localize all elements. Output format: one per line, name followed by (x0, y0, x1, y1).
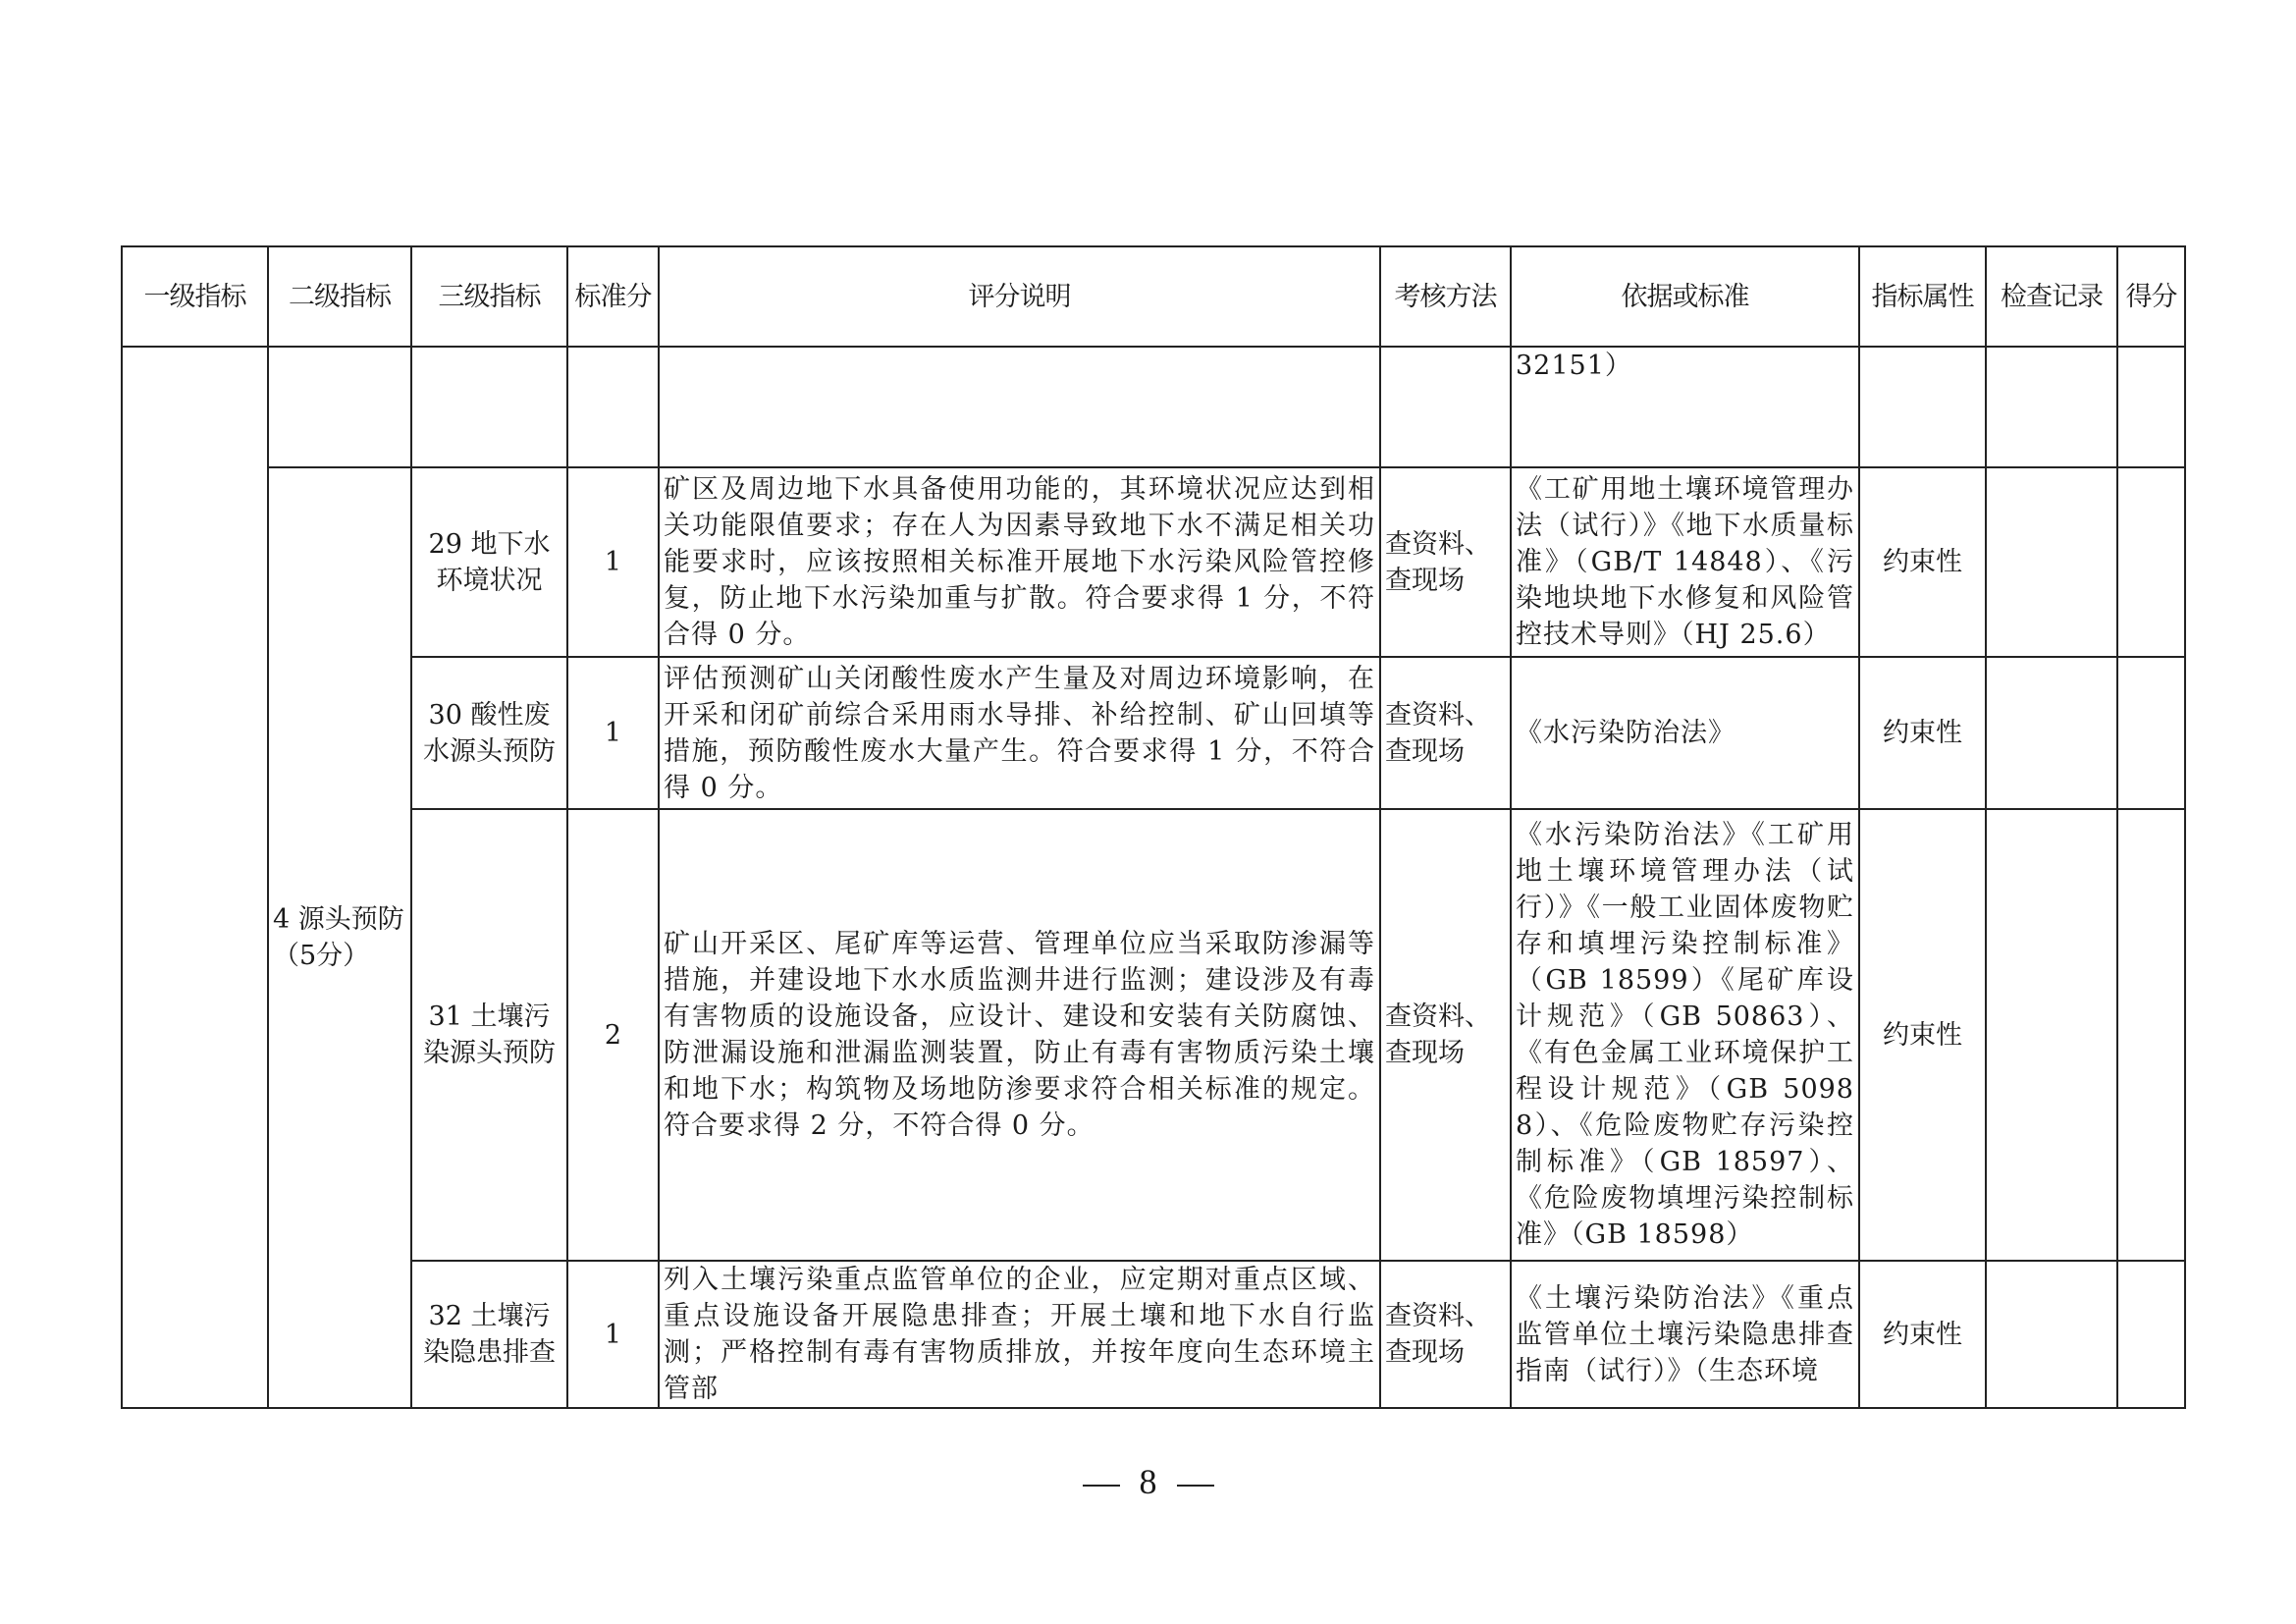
cell-level1 (122, 347, 268, 1408)
cell-attribute: 约束性 (1859, 809, 1986, 1261)
header-points: 得分 (2117, 246, 2185, 347)
cell-level2-group: 4 源头预防（5分） (268, 467, 411, 1408)
cell-record-empty (1986, 347, 2117, 467)
cell-points-empty (2117, 347, 2185, 467)
footer-dash-left (1083, 1485, 1120, 1487)
cell-attribute: 约束性 (1859, 467, 1986, 657)
table-row (122, 1261, 2185, 1408)
header-standard-score: 标准分 (567, 246, 659, 347)
page-footer (0, 1461, 2296, 1502)
cell-points (2117, 467, 2185, 657)
cell-record (1986, 657, 2117, 809)
header-attribute: 指标属性 (1859, 246, 1986, 347)
header-level1: 一级指标 (122, 246, 268, 347)
cell-level2-empty (268, 347, 411, 467)
cell-points (2117, 1261, 2185, 1408)
cell-attribute: 约束性 (1859, 1261, 1986, 1408)
cell-score: 1 (567, 467, 659, 657)
cell-description: 矿区及周边地下水具备使用功能的，其环境状况应达到相关功能限值要求；存在人为因素导致地下水不满足相关功能要求时，应该按照相关标准开展地下水污染风险管控修复，防止地下水污染加重与扩散。符合要求得 1 分，不符合得 0 分。 (659, 467, 1380, 657)
header-row (122, 246, 2185, 347)
header-basis: 依据或标准 (1511, 246, 1859, 347)
cell-basis: 《水污染防治法》 (1511, 657, 1859, 809)
header-record: 检查记录 (1986, 246, 2117, 347)
page-number: 8 (1139, 1462, 1157, 1501)
header-level2: 二级指标 (268, 246, 411, 347)
cell-level3: 30 酸性废水源头预防 (411, 657, 567, 809)
cell-score: 1 (567, 657, 659, 809)
cell-points (2117, 657, 2185, 809)
header-description: 评分说明 (659, 246, 1380, 347)
cell-basis: 《水污染防治法》《工矿用地土壤环境管理办法（试行）》《一般工业固体废物贮存和填埋污染控制标准》（GB 18599）《尾矿库设计规范》（GB 50863）、《有色金属工业环境保护工程设计规范》（GB 50988）、《危险废物贮存污染控制标准》（GB 18597）、《危险废物填埋污染控制标准》（GB 18598） (1511, 809, 1859, 1261)
cell-attribute: 约束性 (1859, 657, 1986, 809)
table-row-continuation (122, 347, 2185, 467)
table-row (122, 467, 2185, 657)
cell-level3-empty (411, 347, 567, 467)
cell-method: 查资料、查现场 (1380, 809, 1511, 1261)
cell-attribute-empty (1859, 347, 1986, 467)
cell-score: 2 (567, 809, 659, 1261)
cell-score-empty (567, 347, 659, 467)
table-row (122, 657, 2185, 809)
cell-description: 矿山开采区、尾矿库等运营、管理单位应当采取防渗漏等措施，并建设地下水水质监测井进行监测；建设涉及有毒有害物质的设施设备，应设计、建设和安装有关防腐蚀、防泄漏设施和泄漏监测装置，防止有毒有害物质污染土壤和地下水；构筑物及场地防渗要求符合相关标准的规定。符合要求得 2 分，不符合得 0 分。 (659, 809, 1380, 1261)
cell-record (1986, 809, 2117, 1261)
cell-method: 查资料、查现场 (1380, 1261, 1511, 1408)
cell-description: 列入土壤污染重点监管单位的企业，应定期对重点区域、重点设施设备开展隐患排查；开展土壤和地下水自行监测；严格控制有毒有害物质排放，并按年度向生态环境主管部 (659, 1261, 1380, 1408)
cell-level3: 29 地下水环境状况 (411, 467, 567, 657)
cell-points (2117, 809, 2185, 1261)
header-method: 考核方法 (1380, 246, 1511, 347)
cell-level3: 32 土壤污染隐患排查 (411, 1261, 567, 1408)
header-level3: 三级指标 (411, 246, 567, 347)
cell-record (1986, 467, 2117, 657)
cell-method-empty (1380, 347, 1511, 467)
cell-description-empty (659, 347, 1380, 467)
cell-level3: 31 土壤污染源头预防 (411, 809, 567, 1261)
cell-record (1986, 1261, 2117, 1408)
cell-method: 查资料、查现场 (1380, 657, 1511, 809)
cell-basis: 《土壤污染防治法》《重点监管单位土壤污染隐患排查指南（试行）》（生态环境 (1511, 1261, 1859, 1408)
footer-dash-right (1177, 1485, 1214, 1487)
evaluation-table (121, 245, 2186, 1409)
cell-basis: 32151） (1511, 347, 1859, 467)
cell-score: 1 (567, 1261, 659, 1408)
table-row (122, 809, 2185, 1261)
cell-method: 查资料、查现场 (1380, 467, 1511, 657)
cell-description: 评估预测矿山关闭酸性废水产生量及对周边环境影响，在开采和闭矿前综合采用雨水导排、补给控制、矿山回填等措施，预防酸性废水大量产生。符合要求得 1 分，不符合得 0 分。 (659, 657, 1380, 809)
cell-basis: 《工矿用地土壤环境管理办法（试行）》《地下水质量标准》（GB/T 14848）、《污染地块地下水修复和风险管控技术导则》（HJ 25.6） (1511, 467, 1859, 657)
